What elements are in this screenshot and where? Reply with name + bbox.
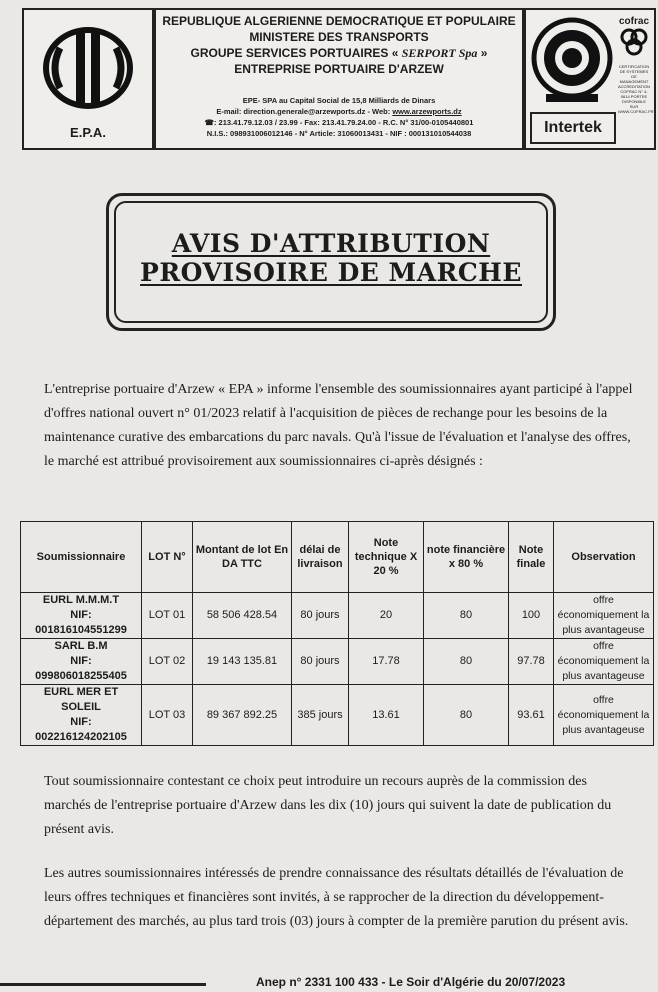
contact-line	[156, 106, 522, 117]
final-score-cell: 93.61	[509, 685, 554, 746]
final-score-cell: 100	[509, 593, 554, 639]
cofrac-emblem-icon	[618, 27, 650, 57]
results-table	[20, 521, 654, 746]
bidder-cell	[21, 593, 142, 639]
ids-line: N.I.S.: 098931006012146 - N° Article: 31060013431 - NIF : 000131010544038	[206, 129, 472, 138]
footer-rule	[0, 983, 206, 986]
delay-cell: 80 jours	[292, 639, 349, 685]
bidder-cell	[21, 685, 142, 746]
lot-cell: LOT 01	[142, 593, 193, 639]
col-observation: Observation	[554, 522, 654, 593]
cofrac-label: cofrac	[618, 16, 649, 27]
title-line-1: AVIS D'ATTRIBUTION	[171, 229, 491, 258]
certification-block	[524, 8, 656, 150]
invitation-paragraph: Les autres soumissionnaires intéressés de prendre connaissance des résultats détaillés de l'évaluation de leurs offres techniques et financières sont invités, à se rapprocher de la direction du développement-département des marchés, au plus tard trois (03) jours à compter de la première parution du présent avis.	[44, 866, 629, 929]
amount-cell: 19 143 135.81	[193, 639, 292, 685]
lot-cell: LOT 03	[142, 685, 193, 746]
tech-score-cell: 13.61	[349, 685, 424, 746]
website-link[interactable]: www.arzewports.dz	[392, 107, 462, 116]
observation-cell: offre économiquement la plus avantageuse	[554, 639, 654, 685]
observation-cell: offre économiquement la plus avantageuse	[554, 685, 654, 746]
col-lot: LOT N°	[142, 522, 193, 593]
ministry-line: MINISTERE DES TRANSPORTS	[249, 30, 429, 44]
col-fin-score: note financière x 80 %	[424, 522, 509, 593]
header-text-block	[154, 8, 524, 150]
col-amount: Montant de lot En DA TTC	[193, 522, 292, 593]
bidder-name: EURL M.M.M.T	[42, 594, 120, 606]
iso-certification-icon	[530, 16, 614, 108]
group-line	[156, 45, 522, 61]
cofrac-fine-print: CERTIFICATION DE SYSTEMES DE MANAGEMENT ACCREDITATION COFRAC N° 4-0614 PORTEE DISPONIBLE SUR WWW.COFRAC.FR	[618, 64, 654, 114]
final-score-cell: 97.78	[509, 639, 554, 685]
amount-cell: 89 367 892.25	[193, 685, 292, 746]
tech-score-cell: 20	[349, 593, 424, 639]
title-frame	[106, 193, 556, 331]
epa-anchor-icon	[40, 24, 136, 110]
letterhead	[18, 4, 656, 150]
col-bidder: Soumissionnaire	[21, 522, 142, 593]
col-tech-score: Note technique X 20 %	[349, 522, 424, 593]
amount-cell: 58 506 428.54	[193, 593, 292, 639]
phone-line: ☎: 213.41.79.12.03 / 23.99 - Fax: 213.41.79.24.00 - R.C. N° 31/00-0105440801	[204, 118, 474, 127]
bidder-nif: NIF: 002216124202105	[35, 716, 127, 743]
capital-line: EPE- SPA au Capital Social de 15,8 Milliards de Dinars	[242, 96, 436, 105]
intro-paragraph: L'entreprise portuaire d'Arzew « EPA » informe l'ensemble des soumissionnaires ayant participé à l'appel d'offres national ouvert n° 01/2023 relatif à l'acquisition de pièces de rechange pour les besoins de la maintenance curative des embarcations du parc navals. Qu'à l'issue de l'évaluation et l'analyse des offres, le marché est attribué provisoirement aux soumissionnaires ci-après désignés :	[44, 382, 633, 469]
bidder-name: EURL MER ET SOLEIL	[43, 686, 119, 713]
bidder-nif: NIF: 099806018255405	[35, 655, 127, 682]
table-row	[21, 639, 654, 685]
col-delay: délai de livraison	[292, 522, 349, 593]
table-row	[21, 593, 654, 639]
tech-score-cell: 17.78	[349, 639, 424, 685]
table-header-row	[21, 522, 654, 593]
title-line-2: PROVISOIRE DE MARCHE	[140, 258, 522, 287]
fin-score-cell: 80	[424, 685, 509, 746]
fin-score-cell: 80	[424, 593, 509, 639]
republic-line: REPUBLIQUE ALGERIENNE DEMOCRATIQUE ET POPULAIRE	[162, 14, 516, 28]
logo-caption: E.P.A.	[70, 125, 106, 140]
table-row	[21, 685, 654, 746]
group-brand: SERPORT Spa	[401, 46, 478, 60]
title-inner-frame	[114, 201, 548, 323]
recourse-paragraph: Tout soumissionnaire contestant ce choix peut introduire un recours auprès de la commission des marchés de l'entreprise portuaire d'Arzew dans les dix (10) jours qui suivent la date de publication du présent avis.	[44, 774, 612, 837]
delay-cell: 80 jours	[292, 593, 349, 639]
bidder-nif: NIF: 001816104551299	[35, 609, 127, 636]
email-text: E-mail: direction.generale@arzewports.dz - Web:	[216, 107, 391, 116]
group-prefix: GROUPE SERVICES PORTUAIRES «	[190, 46, 399, 60]
company-line: ENTREPRISE PORTUAIRE D'ARZEW	[234, 62, 444, 76]
group-suffix: »	[480, 46, 488, 60]
cofrac-badge	[618, 16, 654, 116]
fin-score-cell: 80	[424, 639, 509, 685]
epa-logo	[22, 8, 154, 150]
lot-cell: LOT 02	[142, 639, 193, 685]
bidder-cell	[21, 639, 142, 685]
observation-cell: offre économiquement la plus avantageuse	[554, 593, 654, 639]
delay-cell: 385 jours	[292, 685, 349, 746]
footer-reference: Anep n° 2331 100 433 - Le Soir d'Algérie du 20/07/2023	[256, 975, 566, 989]
intertek-logo: Intertek	[530, 112, 616, 144]
bidder-name: SARL B.M	[54, 640, 108, 652]
col-final-score: Note finale	[509, 522, 554, 593]
